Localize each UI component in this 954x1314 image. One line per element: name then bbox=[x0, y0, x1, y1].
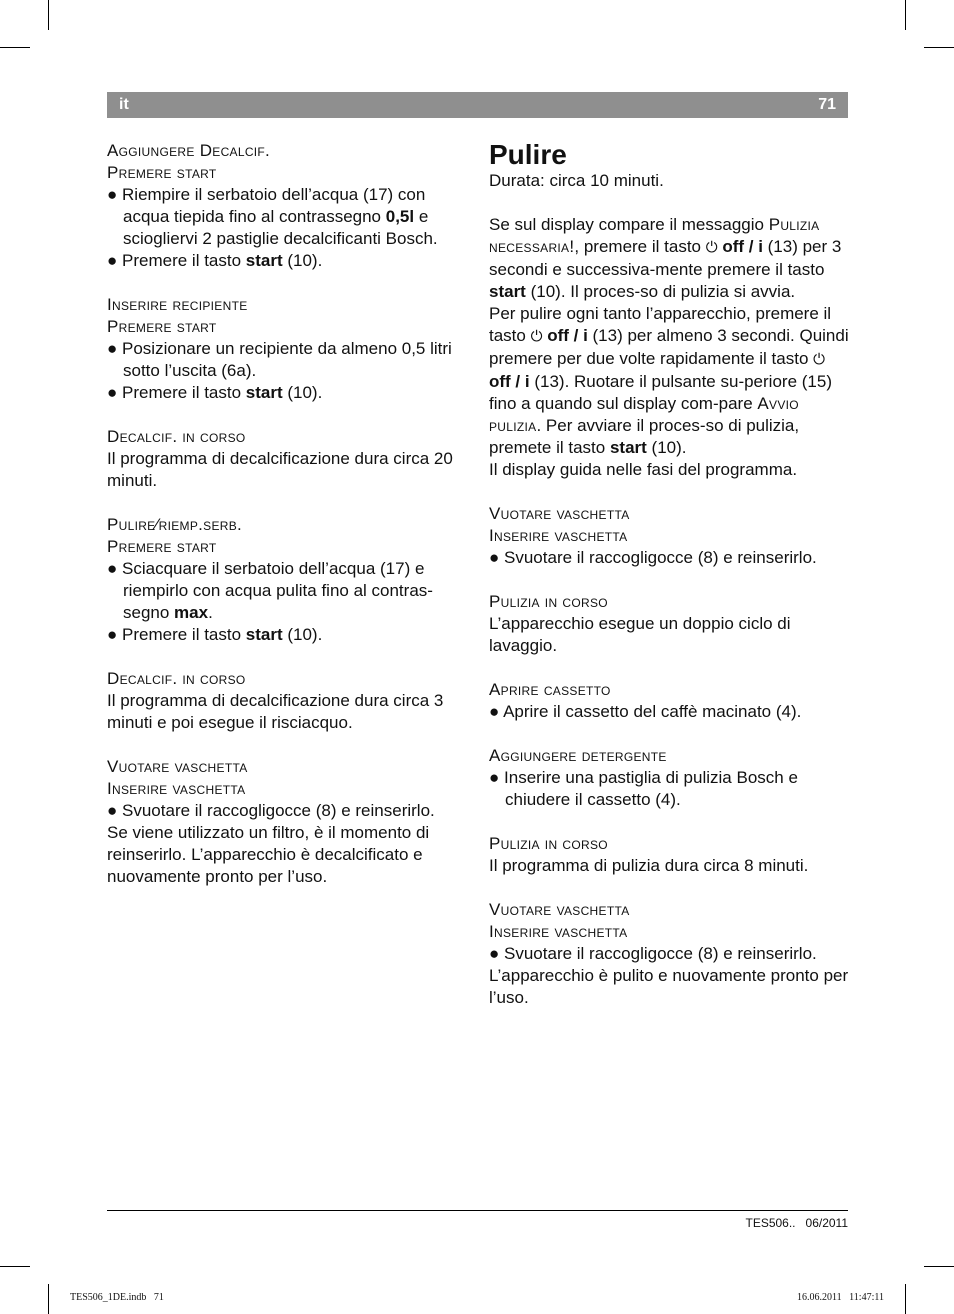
section-title: Pulire bbox=[489, 139, 567, 170]
display-message: Premere start bbox=[107, 317, 217, 336]
page-header-bar bbox=[107, 92, 848, 118]
bullet-item: ● Sciacquare il serbatoio dell’acqua (17) e riempirlo con acqua pulita fino al contras-segno max. bbox=[107, 559, 433, 622]
crop-mark bbox=[0, 47, 30, 48]
display-message: Vuotare vaschetta bbox=[489, 900, 630, 919]
display-message: Aggiungere detergente bbox=[489, 746, 667, 765]
crop-mark bbox=[0, 1266, 30, 1267]
display-message: Decalcif. in corso bbox=[107, 669, 246, 688]
bullet-icon: ● bbox=[107, 185, 118, 204]
display-message: Pulire⁄riemp.serb. bbox=[107, 515, 243, 534]
language-code: it bbox=[119, 96, 129, 113]
footer-model-date: TES506.. 06/2011 bbox=[745, 1216, 848, 1230]
bullet-icon: ● bbox=[107, 383, 118, 402]
paragraph: Per pulire ogni tanto l’apparecchio, premere il tasto ⏻ off / i (13) per almeno 3 secondi. Quindi premere per due volte rapidamente il tasto ⏻ off / i (13). Ruotare il pulsante su-periore (15) fino a quando sul display com-pare Avvio pulizia. Per avviare il proces-so di pulizia, premete il tasto start (10). bbox=[489, 304, 849, 457]
bullet-item: ● Aprire il cassetto del caffè macinato (4). bbox=[489, 702, 802, 721]
display-message: Inserire vaschetta bbox=[489, 922, 628, 941]
display-message: Inserire vaschetta bbox=[107, 779, 246, 798]
bullet-icon: ● bbox=[107, 251, 118, 270]
display-message: Premere start bbox=[107, 163, 217, 182]
power-icon: ⏻ bbox=[530, 328, 543, 345]
footer-rule bbox=[107, 1210, 848, 1211]
crop-mark bbox=[924, 47, 954, 48]
display-message: Inserire recipiente bbox=[107, 295, 248, 314]
power-icon: ⏻ bbox=[705, 239, 718, 256]
crop-mark bbox=[905, 0, 906, 30]
bullet-icon: ● bbox=[107, 339, 118, 358]
crop-mark bbox=[924, 1266, 954, 1267]
bullet-item: ● Premere il tasto start (10). bbox=[107, 625, 323, 644]
paragraph: Il programma di decalcificazione dura circa 3 minuti e poi esegue il risciacquo. bbox=[107, 691, 444, 732]
power-icon: ⏻ bbox=[813, 351, 825, 368]
bullet-icon: ● bbox=[107, 801, 118, 820]
bullet-icon: ● bbox=[489, 548, 500, 567]
right-column bbox=[489, 140, 851, 1009]
crop-mark bbox=[905, 1284, 906, 1314]
display-message: Vuotare vaschetta bbox=[107, 757, 248, 776]
display-message: Aggiungere Decalcif. bbox=[107, 141, 271, 160]
bullet-icon: ● bbox=[107, 625, 118, 644]
paragraph: Il programma di decalcificazione dura circa 20 minuti. bbox=[107, 449, 453, 490]
paragraph: L’apparecchio è pulito e nuovamente pronto per l’uso. bbox=[489, 966, 849, 1007]
bullet-item: ● Posizionare un recipiente da almeno 0,5 litri sotto l’uscita (6a). bbox=[107, 339, 452, 380]
paragraph: Il programma di pulizia dura circa 8 minuti. bbox=[489, 856, 809, 875]
display-message: Vuotare vaschetta bbox=[489, 504, 630, 523]
paragraph: Se viene utilizzato un filtro, è il momento di reinserirlo. L’apparecchio è decalcificato e nuovamente pronto per l’uso. bbox=[107, 823, 430, 886]
left-column bbox=[107, 140, 469, 888]
paragraph: L’apparecchio esegue un doppio ciclo di lavaggio. bbox=[489, 614, 791, 655]
bullet-item: ● Svuotare il raccogligocce (8) e reinserirlo. bbox=[107, 801, 435, 820]
display-message: Pulizia in corso bbox=[489, 834, 608, 853]
display-message: Pulizia necessaria! bbox=[489, 215, 820, 256]
bullet-item: ● Riempire il serbatoio dell’acqua (17) con acqua tiepida fino al contrassegno 0,5l e sciogliervi 2 pastiglie decalcificanti Bosch. bbox=[107, 185, 438, 248]
bullet-item: ● Premere il tasto start (10). bbox=[107, 383, 323, 402]
page-number: 71 bbox=[818, 96, 836, 113]
bullet-icon: ● bbox=[107, 559, 118, 578]
bullet-icon: ● bbox=[489, 702, 500, 721]
paragraph: Durata: circa 10 minuti. bbox=[489, 171, 664, 190]
display-message: Decalcif. in corso bbox=[107, 427, 246, 446]
display-message: Pulizia in corso bbox=[489, 592, 608, 611]
paragraph: Se sul display compare il messaggio Pulizia necessaria!, premere il tasto ⏻ off / i (13) per 3 secondi e successiva-mente premere il tasto start (10). Il proces-so di pulizia si avvia. bbox=[489, 215, 842, 301]
print-slug-timestamp: 16.06.2011 11:47:11 bbox=[797, 1292, 884, 1303]
crop-mark bbox=[48, 0, 49, 30]
print-slug-file: TES506_1DE.indb 71 bbox=[70, 1292, 164, 1303]
bullet-icon: ● bbox=[489, 944, 500, 963]
bullet-item: ● Svuotare il raccogligocce (8) e reinserirlo. bbox=[489, 944, 817, 963]
display-message: Aprire cassetto bbox=[489, 680, 611, 699]
paragraph: Il display guida nelle fasi del programma. bbox=[489, 460, 798, 479]
bullet-icon: ● bbox=[489, 768, 500, 787]
display-message: Inserire vaschetta bbox=[489, 526, 628, 545]
bullet-item: ● Svuotare il raccogligocce (8) e reinserirlo. bbox=[489, 548, 817, 567]
crop-mark bbox=[48, 1284, 49, 1314]
bullet-item: ● Inserire una pastiglia di pulizia Bosch e chiudere il cassetto (4). bbox=[489, 768, 798, 809]
bullet-item: ● Premere il tasto start (10). bbox=[107, 251, 323, 270]
display-message: Avvio pulizia bbox=[489, 394, 799, 435]
display-message: Premere start bbox=[107, 537, 217, 556]
